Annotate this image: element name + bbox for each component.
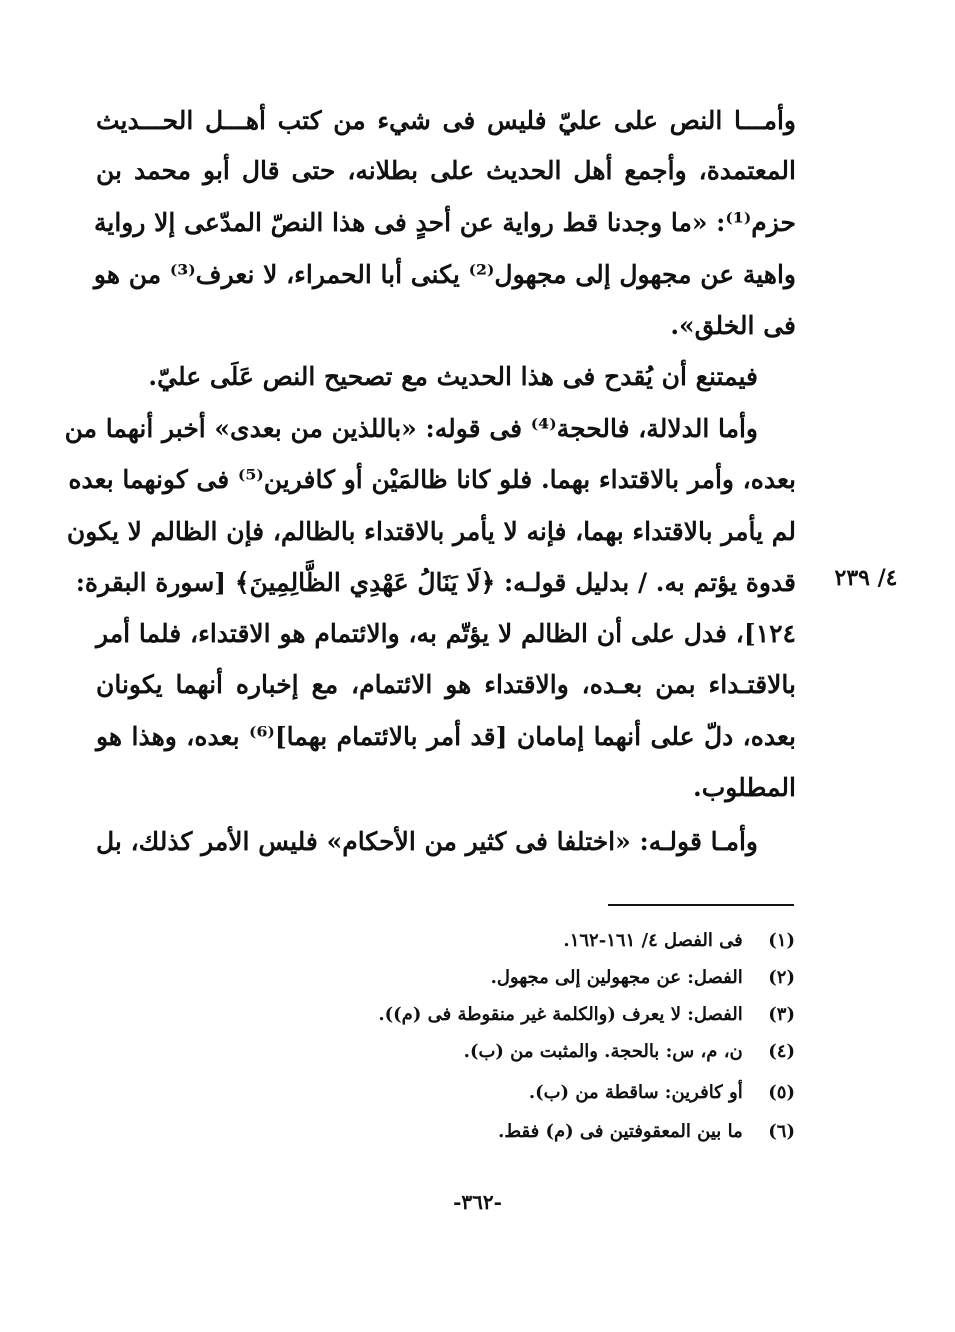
footnote-number: (٥) <box>768 1082 795 1103</box>
footnote-text: أو كافرين: ساقطة من (ب). <box>528 1082 743 1103</box>
text-line: بالاقتـداء بمن بعـده، والاقتداء هو الائتمام، مع إخباره أنهما يكونان <box>96 670 796 699</box>
footnote-item <box>235 926 795 956</box>
text-line: حزم⁽¹⁾: «ما وجدنا قط رواية عن أحدٍ فى هذا النصّ المدّعى إلا رواية <box>93 208 796 237</box>
footnote-text: الفصل: عن مجهولين إلى مجهول. <box>490 967 743 988</box>
footnote-number: (٤) <box>768 1041 795 1062</box>
footnote-number: (٢) <box>768 967 795 988</box>
footnote-divider <box>608 904 794 906</box>
footnote-item <box>235 963 795 993</box>
footnote-number: (٣) <box>768 1004 795 1025</box>
text-line: المطلوب. <box>693 773 796 802</box>
text-line: فى الخلق». <box>670 311 796 340</box>
footnote-number: (٦) <box>768 1121 795 1142</box>
footnote-number: (١) <box>768 930 795 951</box>
text-line: ١٢٤]، فدل على أن الظالم لا يؤتّم به، والائتمام هو الاقتداء، فلما أمر <box>96 619 796 648</box>
text-line: قدوة يؤتم به. / بدليل قولـه: ﴿لَا يَنَالُ عَهْدِي الظَّالِمِينَ﴾ [سورة البقرة: <box>75 568 796 597</box>
text-line: وأمـا قولـه: «اختلفا فى كثير من الأحكام» فليس الأمر كذلك، بل <box>96 827 758 856</box>
footnote-item <box>235 1078 795 1108</box>
text-line: وأمـــا النص على عليّ فليس فى شيء من كتب أهـــل الحـــديث <box>96 106 796 135</box>
text-line: وأما الدلالة، فالحجة⁽⁴⁾ فى قوله: «باللذين من بعدى» أخبر أنهما من <box>64 414 758 443</box>
footnote-item <box>235 1117 795 1147</box>
text-line: فيمتنع أن يُقدح فى هذا الحديث مع تصحيح النص عَلَى عليّ. <box>148 362 758 391</box>
text-line: لم يأمر بالاقتداء بهما، فإنه لا يأمر بالاقتداء بالظالم، فإن الظالم لا يكون <box>66 517 796 546</box>
text-line: بعده، وأمر بالاقتداء بهما. فلو كانا ظالمَيْن أو كافرين⁽⁵⁾ فى كونهما بعده <box>68 465 796 494</box>
page-number: -٣٦٢- <box>453 1190 502 1214</box>
margin-page-reference: ٤/ ٢٣٩ <box>834 565 898 591</box>
text-line: واهية عن مجهول إلى مجهول⁽²⁾ يكنى أبا الحمراء، لا نعرف⁽³⁾ من هو <box>93 260 796 289</box>
footnote-text: فى الفصل ٤/ ١٦١-١٦٢. <box>563 930 743 951</box>
footnote-item <box>235 1037 795 1067</box>
footnote-item <box>235 1000 795 1030</box>
text-line: المعتمدة، وأجمع أهل الحديث على بطلانه، حتى قال أبو محمد بن <box>96 156 796 185</box>
footnote-text: الفصل: لا يعرف (والكلمة غير منقوطة فى (م)). <box>378 1004 743 1025</box>
footnote-text: ن، م، س: بالحجة. والمثبت من (ب). <box>463 1041 743 1062</box>
footnote-text: ما بين المعقوفتين فى (م) فقط. <box>498 1121 743 1142</box>
text-line: بعده، دلّ على أنهما إمامان [قد أمر بالائتمام بهما]⁽⁶⁾ بعده، وهذا هو <box>96 722 796 751</box>
